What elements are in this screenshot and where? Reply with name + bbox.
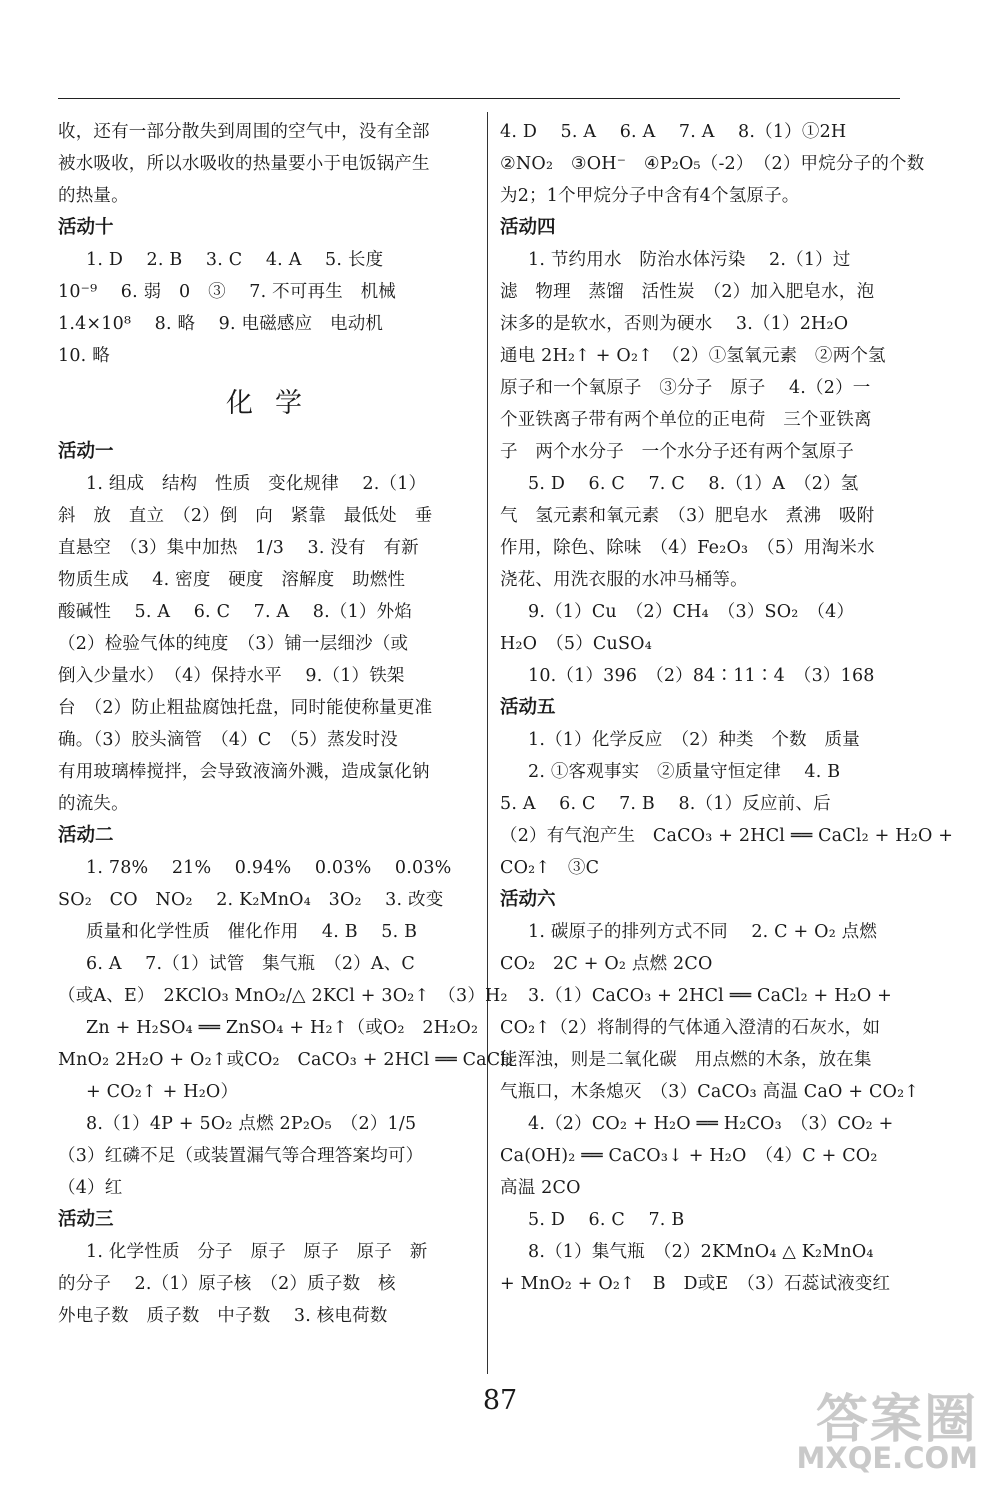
text-line: 6. A 7.（1）试管 集气瓶 （2）A、C [86, 954, 416, 974]
section-heading: 活动四 [500, 217, 556, 238]
text-line: 5. D 6. C 7. B [528, 1210, 685, 1230]
text-line: 1. 化学性质 分子 原子 原子 原子 新 [86, 1242, 428, 1262]
text-line: （2）检验气体的纯度 （3）铺一层细沙（或 [58, 634, 409, 654]
text-line: 1.（1）化学反应 （2）种类 个数 质量 [528, 730, 860, 750]
text-line: 1. 碳原子的排列方式不同 2. C + O₂ 点燃 [528, 922, 878, 942]
text-line: 确。（3）胶头滴管 （4）C （5）蒸发时没 [58, 730, 398, 750]
subject-title: 化学 [226, 388, 324, 419]
text-line: 1. 组成 结构 性质 变化规律 2.（1） [86, 474, 427, 494]
section-heading: 活动一 [58, 441, 114, 462]
text-line: 沫多的是软水，否则为硬水 3.（1）2H₂O [500, 314, 849, 334]
right-column [500, 116, 954, 1300]
text-line: 子 两个水分子 一个水分子还有两个氢原子 [500, 442, 854, 462]
text-line: 外电子数 质子数 中子数 3. 核电荷数 [58, 1306, 388, 1326]
text-line: （4）红 [58, 1178, 123, 1198]
text-line: 8.（1）集气瓶 （2）2KMnO₄ △ K₂MnO₄ [528, 1242, 874, 1262]
text-line: CO₂ 2C + O₂ 点燃 2CO [500, 954, 713, 974]
text-line: 浇花、用洗衣服的水冲马桶等。 [500, 570, 748, 590]
section-heading: 活动六 [500, 889, 556, 910]
text-line: + CO₂↑ + H₂O） [86, 1082, 239, 1102]
section-heading: 活动二 [58, 825, 114, 846]
text-line: 原子和一个氧原子 ③分子 原子 4.（2）一 [500, 378, 871, 398]
text-line: 斜 放 直立 （2）倒 向 紧靠 最低处 垂 [58, 506, 433, 526]
text-line: 10⁻⁹ 6. 弱 0 ③ 7. 不可再生 机械 [58, 282, 396, 302]
section-heading: 活动十 [58, 217, 114, 238]
text-line: 能浑浊，则是二氧化碳 用点燃的木条，放在集 [500, 1050, 872, 1070]
text-line: 物质生成 4. 密度 硬度 溶解度 助燃性 [58, 570, 406, 590]
text-line: （3）红磷不足（或装置漏气等合理答案均可） [58, 1146, 424, 1166]
text-line: CO₂↑ ③C [500, 858, 600, 878]
text-line: 的热量。 [58, 186, 129, 206]
text-line: 1.4×10⁸ 8. 略 9. 电磁感应 电动机 [58, 314, 384, 334]
text-line: 8.（1）4P + 5O₂ 点燃 2P₂O₅ （2）1/5 [86, 1114, 417, 1134]
watermark-mark: 答案圈 [815, 1390, 978, 1450]
top-rule [58, 98, 900, 99]
text-line: 1. 节约用水 防治水体污染 2.（1）过 [528, 250, 851, 270]
text-line: 为2；1个甲烷分子中含有4个氢原子。 [500, 186, 800, 206]
text-line: 5. A 6. C 7. B 8.（1）反应前、后 [500, 794, 831, 814]
text-line: 个亚铁离子带有两个单位的正电荷 三个亚铁离 [500, 410, 872, 430]
text-line: 气瓶口，木条熄灭 （3）CaCO₃ 高温 CaO + CO₂↑ [500, 1082, 920, 1102]
text-line: 10. 略 [58, 346, 110, 366]
left-column [58, 116, 514, 1332]
text-line: Zn + H₂SO₄ ══ ZnSO₄ + H₂↑（或O₂ 2H₂O₂ [86, 1018, 479, 1038]
text-line: 1. D 2. B 3. C 4. A 5. 长度 [86, 250, 384, 270]
text-line: 被水吸收，所以水吸收的热量要小于电饭锅产生 [58, 154, 430, 174]
text-line: 滤 物理 蒸馏 活性炭 （2）加入肥皂水，泡 [500, 282, 875, 302]
watermark-logo [798, 1377, 978, 1477]
text-line: 直悬空 （3）集中加热 1/3 3. 没有 有新 [58, 538, 419, 558]
text-line: 的流失。 [58, 794, 129, 814]
page-number: 87 [482, 1385, 518, 1416]
text-line: 通电 2H₂↑ + O₂↑ （2）①氢氧元素 ②两个氢 [500, 346, 886, 366]
text-line: MnO₂ 2H₂O + O₂↑或CO₂ CaCO₃ + 2HCl ══ CaCl₂ [58, 1050, 514, 1070]
column-divider [487, 112, 488, 1374]
section-heading: 活动三 [58, 1209, 114, 1230]
text-line: 2. ①客观事实 ②质量守恒定律 4. B [528, 762, 841, 782]
text-line: 3.（1）CaCO₃ + 2HCl ══ CaCl₂ + H₂O + [528, 986, 893, 1006]
watermark-site: MXQE.COM [796, 1441, 978, 1475]
text-line: 气 氢元素和氧元素 （3）肥皂水 煮沸 吸附 [500, 506, 875, 526]
text-line: 收，还有一部分散失到周围的空气中，没有全部 [58, 122, 430, 142]
text-line: 高温 2CO [500, 1178, 581, 1198]
section-heading: 活动五 [500, 697, 556, 718]
text-line: ②NO₂ ③OH⁻ ④P₂O₅（-2） （2）甲烷分子的个数 [500, 154, 925, 174]
text-line: CO₂↑（2）将制得的气体通入澄清的石灰水，如 [500, 1018, 881, 1038]
text-line: 10.（1）396 （2）84∶11∶4 （3）168 [528, 666, 875, 686]
text-line: 质量和化学性质 催化作用 4. B 5. B [86, 922, 418, 942]
text-line: 1. 78% 21% 0.94% 0.03% 0.03% [86, 858, 452, 878]
text-line: （2）有气泡产生 CaCO₃ + 2HCl ══ CaCl₂ + H₂O + [500, 826, 954, 846]
text-line: 9.（1）Cu （2）CH₄ （3）SO₂ （4） [528, 602, 855, 622]
text-line: 4. D 5. A 6. A 7. A 8.（1）①2H [500, 122, 847, 142]
text-line: 有用玻璃棒搅拌，会导致液滴外溅，造成氯化钠 [58, 762, 430, 782]
text-line: （或A、E） 2KClO₃ MnO₂/△ 2KCl + 3O₂↑ （3）H₂ [58, 986, 508, 1006]
text-line: SO₂ CO NO₂ 2. K₂MnO₄ 3O₂ 3. 改变 [58, 890, 444, 910]
text-line: 倒入少量水） （4）保持水平 9.（1）铁架 [58, 666, 405, 686]
text-line: 酸碱性 5. A 6. C 7. A 8.（1）外焰 [58, 602, 413, 622]
text-line: Ca(OH)₂ ══ CaCO₃↓ + H₂O （4）C + CO₂ [500, 1146, 878, 1166]
text-line: 5. D 6. C 7. C 8.（1）A （2）氢 [528, 474, 859, 494]
text-line: 的分子 2.（1）原子核 （2）质子数 核 [58, 1274, 396, 1294]
text-line: H₂O （5）CuSO₄ [500, 634, 652, 654]
text-line: + MnO₂ + O₂↑ B D或E （3）石蕊试液变红 [500, 1274, 891, 1294]
text-line: 4.（2）CO₂ + H₂O ══ H₂CO₃ （3）CO₂ + [528, 1114, 894, 1134]
text-line: 台 （2）防止粗盐腐蚀托盘，同时能使称量更准 [58, 698, 433, 718]
text-line: 作用，除色、除味 （4）Fe₂O₃ （5）用淘米水 [500, 538, 875, 558]
